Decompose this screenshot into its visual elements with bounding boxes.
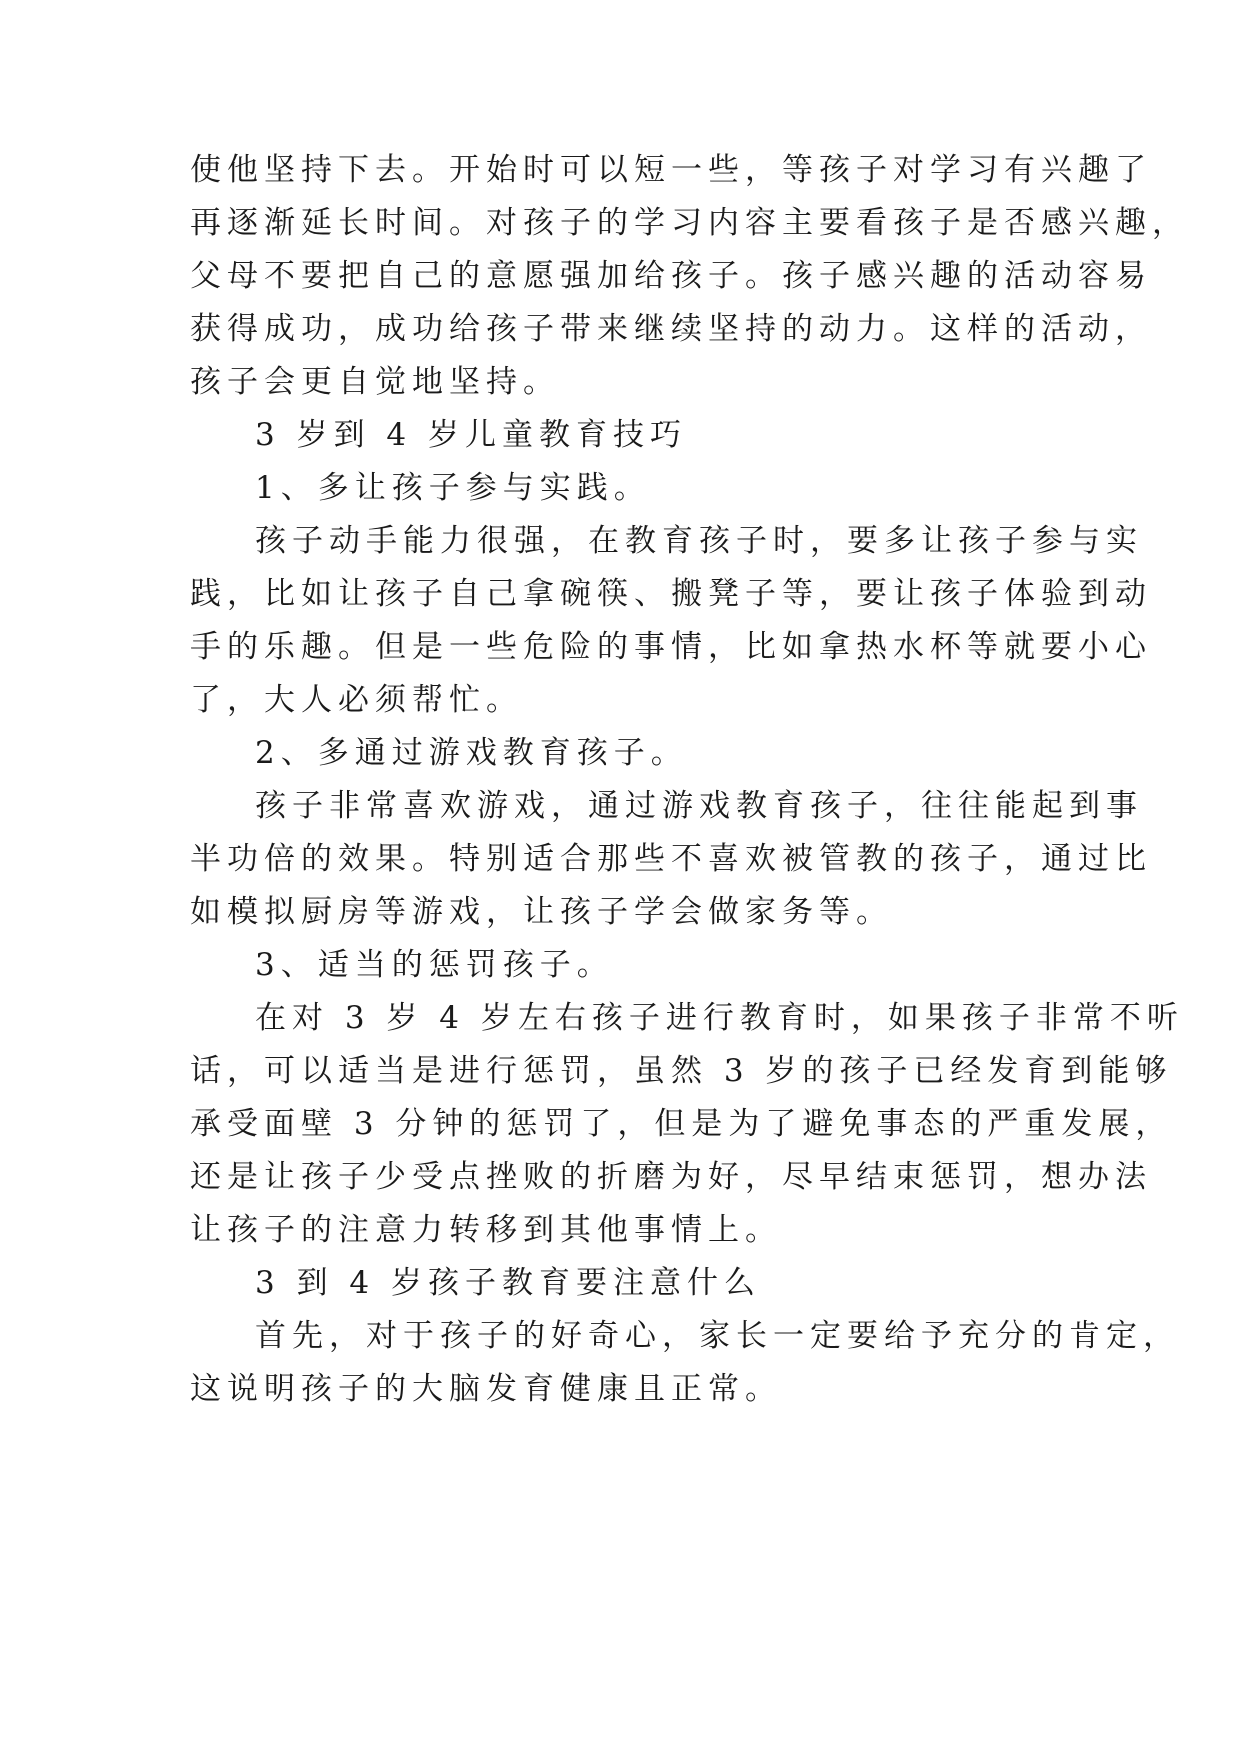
text-line: 这说明孩子的大脑发育健康且正常。 xyxy=(190,1371,782,1407)
text-line: 话，可以适当是进行惩罚，虽然 3 岁的孩子已经发育到能够 xyxy=(190,1053,1173,1089)
text-line: 孩子动手能力很强，在教育孩子时，要多让孩子参与实 xyxy=(255,523,1143,559)
text-line: 首先，对于孩子的好奇心，家长一定要给予充分的肯定， xyxy=(255,1318,1180,1354)
list-item-heading: 2、多通过游戏教育孩子。 xyxy=(255,735,688,771)
section-heading: 3 岁到 4 岁儿童教育技巧 xyxy=(255,417,688,453)
text-line: 孩子会更自觉地坚持。 xyxy=(190,364,560,400)
text-line: 使他坚持下去。开始时可以短一些，等孩子对学习有兴趣了 xyxy=(190,152,1152,188)
text-line: 父母不要把自己的意愿强加给孩子。孩子感兴趣的活动容易 xyxy=(190,258,1152,294)
text-line: 让孩子的注意力转移到其他事情上。 xyxy=(190,1212,782,1248)
text-line: 再逐渐延长时间。对孩子的学习内容主要看孩子是否感兴趣， xyxy=(190,205,1189,241)
list-item-heading: 1、多让孩子参与实践。 xyxy=(255,470,651,506)
list-item-heading: 3、适当的惩罚孩子。 xyxy=(255,947,614,983)
text-line: 还是让孩子少受点挫败的折磨为好，尽早结束惩罚，想办法 xyxy=(190,1159,1152,1195)
text-line: 践，比如让孩子自己拿碗筷、搬凳子等，要让孩子体验到动 xyxy=(190,576,1152,612)
text-line: 承受面壁 3 分钟的惩罚了，但是为了避免事态的严重发展， xyxy=(190,1106,1173,1142)
section-heading: 3 到 4 岁孩子教育要注意什么 xyxy=(255,1265,762,1301)
text-line: 了，大人必须帮忙。 xyxy=(190,682,523,718)
text-line: 半功倍的效果。特别适合那些不喜欢被管教的孩子，通过比 xyxy=(190,841,1152,877)
text-line: 获得成功，成功给孩子带来继续坚持的动力。这样的活动， xyxy=(190,311,1152,347)
text-line: 在对 3 岁 4 岁左右孩子进行教育时，如果孩子非常不听 xyxy=(255,1000,1184,1036)
text-line: 手的乐趣。但是一些危险的事情，比如拿热水杯等就要小心 xyxy=(190,629,1152,665)
text-line: 如模拟厨房等游戏，让孩子学会做家务等。 xyxy=(190,894,893,930)
text-line: 孩子非常喜欢游戏，通过游戏教育孩子，往往能起到事 xyxy=(255,788,1143,824)
